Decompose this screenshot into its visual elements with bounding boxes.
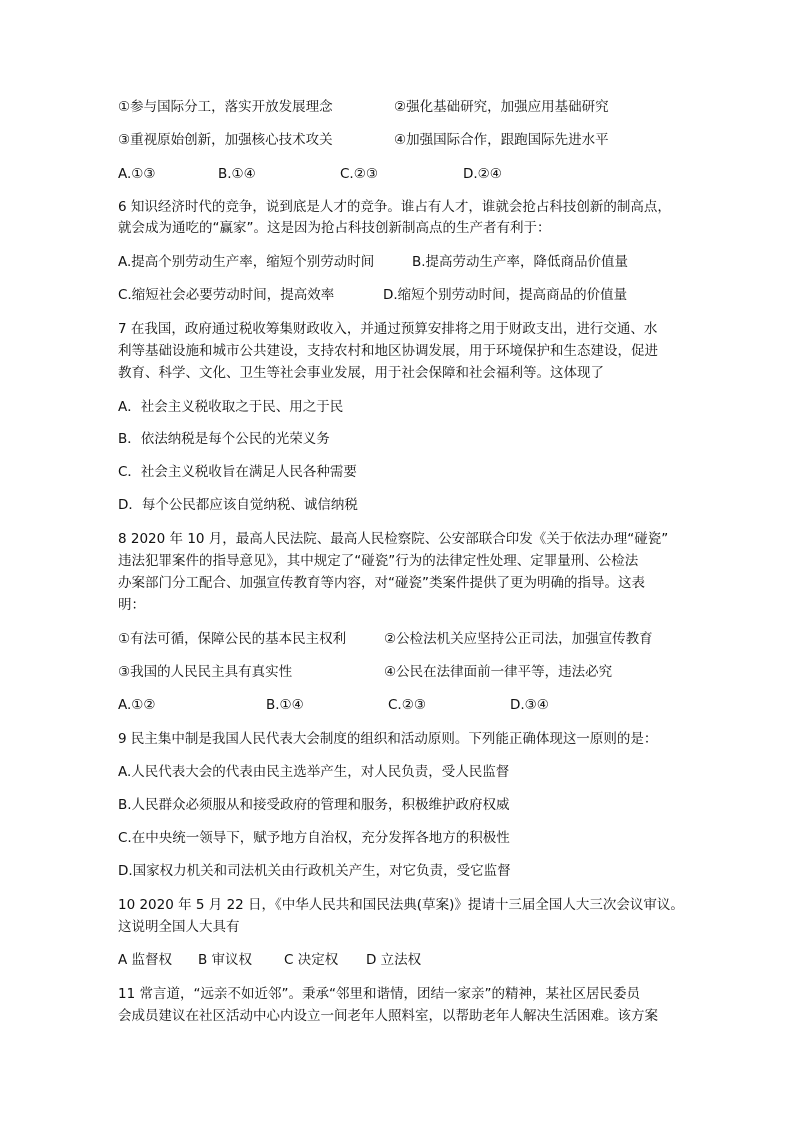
- option-d: D.国家权力机关和司法机关由行政机关产生，对它负责，受它监督: [118, 863, 511, 879]
- question-stem-line: 7 在我国，政府通过税收筹集财政收入，并通过预算安排将之用于财政支出，进行交通、水: [118, 321, 658, 337]
- option-c: C.缩短社会必要劳动时间，提高效率: [118, 287, 335, 303]
- question-stem-line: 违法犯罪案件的指导意见》，其中规定了“碰瓷”行为的法律定性处理、定罪量刑、公检法: [118, 553, 639, 569]
- option-a: A.①③: [118, 166, 156, 182]
- option-c: C 决定权: [284, 952, 339, 968]
- statement-1: ①有法可循，保障公民的基本民主权利: [118, 631, 347, 647]
- option-c: C.②③: [340, 166, 378, 182]
- question-stem-line: 明：: [118, 597, 145, 613]
- option-b: B.①④: [218, 166, 256, 182]
- option-b: B.提高劳动生产率，降低商品价值量: [412, 254, 629, 270]
- statement-2: ②公检法机关应坚持公正司法，加强宣传教育: [384, 631, 653, 647]
- option-a: A 监督权: [118, 952, 173, 968]
- statement-1: ①参与国际分工，落实开放发展理念: [118, 99, 333, 115]
- option-d: D．每个公民都应该自觉纳税、诚信纳税: [118, 497, 358, 513]
- question-stem-line: 8 2020 年 10 月，最高人民法院、最高人民检察院、公安部联合印发《关于依法办理“碰瓷”: [118, 531, 669, 547]
- question-stem-line: 9 民主集中制是我国人民代表大会制度的组织和活动原则。下列能正确体现这一原则的是：: [118, 731, 658, 747]
- option-c: C.②③: [388, 697, 426, 713]
- option-b: B 审议权: [198, 952, 253, 968]
- question-stem-line: 会成员建议在社区活动中心内设立一间老年人照料室，以帮助老年人解决生活困难。该方案: [118, 1008, 658, 1024]
- option-a: A．社会主义税收取之于民、用之于民: [118, 399, 344, 415]
- option-b: B.①④: [266, 697, 304, 713]
- option-d: D.缩短个别劳动时间，提高商品的价值量: [383, 287, 628, 303]
- question-stem-line: 办案部门分工配合、加强宣传教育等内容，对“碰瓷”类案件提供了更为明确的指导。这表: [118, 575, 645, 591]
- option-c: C．社会主义税收旨在满足人民各种需要: [118, 464, 357, 480]
- option-a: A.①②: [118, 697, 156, 713]
- question-stem-line: 这说明全国人大具有: [118, 919, 240, 935]
- question-stem-line: 利等基础设施和城市公共建设，支持农村和地区协调发展，用于环境保护和生态建设，促进: [118, 343, 658, 359]
- option-c: C.在中央统一领导下，赋予地方自治权，充分发挥各地方的积极性: [118, 830, 510, 846]
- question-stem-line: 6 知识经济时代的竞争，说到底是人才的竞争。谁占有人才，谁就会抢占科技创新的制高点，: [118, 199, 671, 215]
- statement-3: ③我国的人民民主具有真实性: [118, 664, 293, 680]
- option-d: D.③④: [510, 697, 549, 713]
- option-b: B.人民群众必须服从和接受政府的管理和服务，积极维护政府权威: [118, 797, 510, 813]
- statement-3: ③重视原始创新，加强核心技术攻关: [118, 132, 333, 148]
- option-b: B．依法纳税是每个公民的光荣义务: [118, 431, 330, 447]
- statement-4: ④加强国际合作，跟跑国际先进水平: [394, 132, 609, 148]
- option-a: A.人民代表大会的代表由民主选举产生，对人民负责，受人民监督: [118, 764, 510, 780]
- option-d: D.②④: [463, 166, 502, 182]
- option-d: D 立法权: [366, 952, 422, 968]
- question-stem-line: 教育、科学、文化、卫生等社会事业发展，用于社会保障和社会福利等。这体现了: [118, 365, 604, 381]
- question-stem-line: 11 常言道，“远亲不如近邻”。秉承“邻里和谐情，团结一家亲”的精神，某社区居民委员: [118, 986, 640, 1002]
- question-stem-line: 10 2020 年 5 月 22 日，《中华人民共和国民法典(草案)》提请十三届全国人大三次会议审议。: [118, 897, 684, 913]
- statement-4: ④公民在法律面前一律平等，违法必究: [384, 664, 613, 680]
- question-stem-line: 就会成为通吃的“赢家”。这是因为抢占科技创新制高点的生产者有利于：: [118, 220, 551, 236]
- option-a: A.提高个别劳动生产率，缩短个别劳动时间: [118, 254, 375, 270]
- statement-2: ②强化基础研究，加强应用基础研究: [394, 99, 609, 115]
